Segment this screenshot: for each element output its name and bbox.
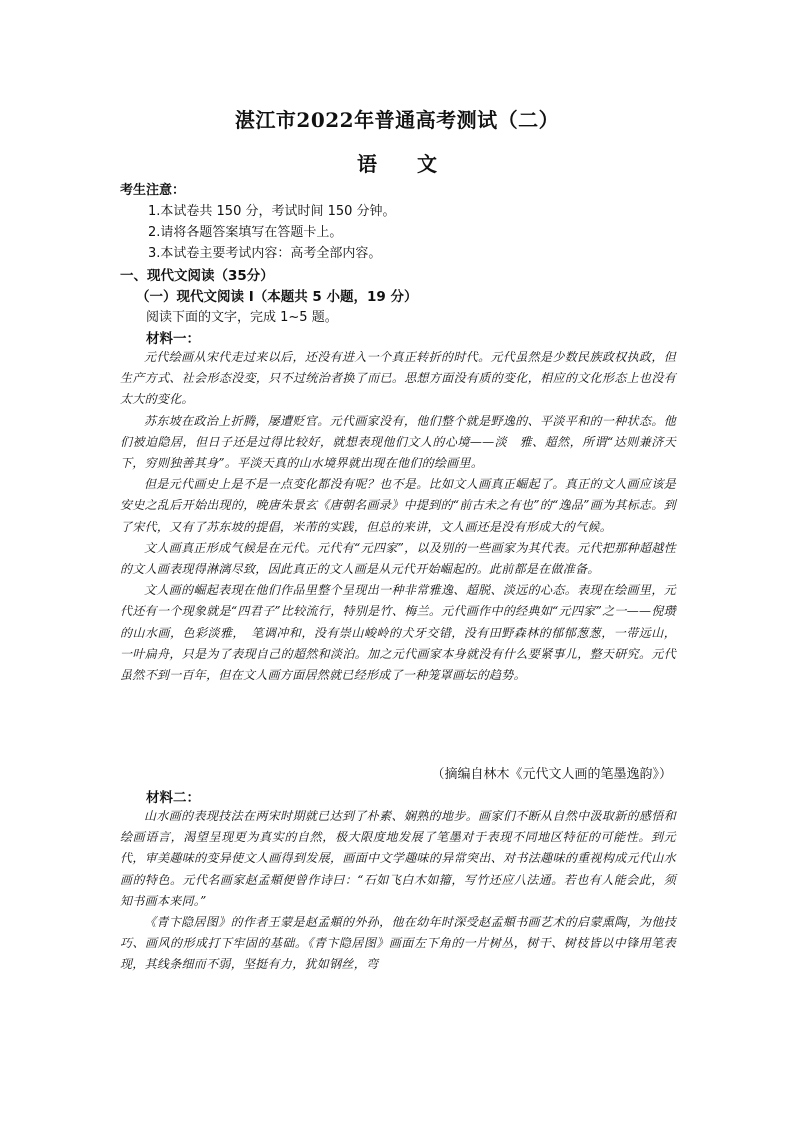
material-two-label: 材料二： (146, 790, 200, 806)
paragraph: 苏东坡在政治上折腾，屡遭贬官。元代画家没有，他们整个就是野逸的、平淡平和的一种状态。他们被迫隐居，但日子还是过得比较好，就想表现他们文人的心境——淡 雅、超然，所谓“达则兼济天下，穷则独善其身”。平淡天真的山水境界就出现在他们的绘画里。 (120, 413, 676, 471)
paragraph: 《青卞隐居图》的作者王蒙是赵孟頫的外孙，他在幼年时深受赵孟頫书画艺术的启蒙熏陶，为他技巧、画风的形成打下牢固的基础。《青卞隐居图》画面左下角的一片树丛，树干、树枝皆以中锋用笔表现，其线条细而不弱，坚挺有力，犹如钢丝，弯 (120, 915, 676, 972)
material-two-text (120, 806, 676, 976)
subject-heading: 语文 (357, 152, 477, 176)
material-one-source: （摘编自林木《元代文人画的笔墨逸韵》） (431, 767, 672, 782)
material-one-label: 材料一： (146, 331, 200, 347)
page-title: 湛江市2022年普通高考测试（二） (234, 108, 560, 132)
reading-instruction: 阅读下面的文字，完成 1~5 题。 (146, 310, 338, 325)
exam-notice (120, 180, 680, 264)
notice-heading: 考生注意： (120, 183, 186, 198)
material-one-text (120, 347, 676, 686)
paragraph: 文人画真正形成气候是在元代。元代有“元四家”，以及别的一些画家为其代表。元代把那种超越性的文人画表现得淋漓尽致，因此真正的文人画是从元代开始崛起的。此前都是在做准备。 (120, 540, 676, 577)
notice-item: 1.本试卷共 150 分，考试时间 150 分钟。 (148, 204, 396, 219)
paragraph: 但是元代画史上是不是一点变化都没有呢？也不是。比如文人画真正崛起了。真正的文人画应该是安史之乱后开始出现的，晚唐朱景玄《唐朝名画录》中提到的“前古未之有也”的“逸品”画为其标志。到了宋代，又有了苏东坡的提倡，米芾的实践，但总的来讲，文人画还是没有形成大的气候。 (120, 477, 676, 534)
paragraph: 山水画的表现技法在两宋时期就已达到了朴素、娴熟的地步。画家们不断从自然中汲取新的感悟和绘画语言，渴望呈现更为真实的自然，极大限度地发展了笔墨对于表现不同地区特征的可能性。到元代，审美趣味的变异使文人画得到发展，画面中文学趣味的异常突出、对书法趣味的重视构成元代山水画的特色。元代名画家赵孟頫便曾作诗曰：“石如飞白木如籀，写竹还应八法通。若也有人能会此，须知书画本来同。” (120, 809, 676, 908)
subsection-heading: （一）现代文阅读 I（本题共 5 小题，19 分） (136, 289, 418, 305)
paragraph: 文人画的崛起表现在他们作品里整个呈现出一种非常雅逸、超脱、淡远的心态。表现在绘画里，元代还有一个现象就是“四君子”比较流行，特别是竹、梅兰。元代画作中的经典如“元四家”之一——倪瓒的山水画，色彩淡雅， 笔调冲和，没有崇山峻岭的犬牙交错，没有田野森林的郁郁葱葱，一带远山，一叶扁舟，只是为了表现自己的超然和淡泊。加之元代画家本身就没有什么要紧事儿，整天研究。元代虽然不到一百年，但在文人画方面居然就已经形成了一种笼罩画坛的趋势。 (120, 583, 676, 683)
section-heading: 一、现代文阅读（35分） (120, 268, 274, 284)
notice-item: 3.本试卷主要考试内容：高考全部内容。 (148, 246, 382, 261)
paragraph: 元代绘画从宋代走过来以后，还没有进入一个真正转折的时代。元代虽然是少数民族政权执政，但生产方式、社会形态没变，只不过统治者换了而已。思想方面没有质的变化，相应的文化形态上也没有太大的变化。 (120, 350, 676, 407)
notice-item: 2.请将各题答案填写在答题卡上。 (148, 225, 343, 240)
